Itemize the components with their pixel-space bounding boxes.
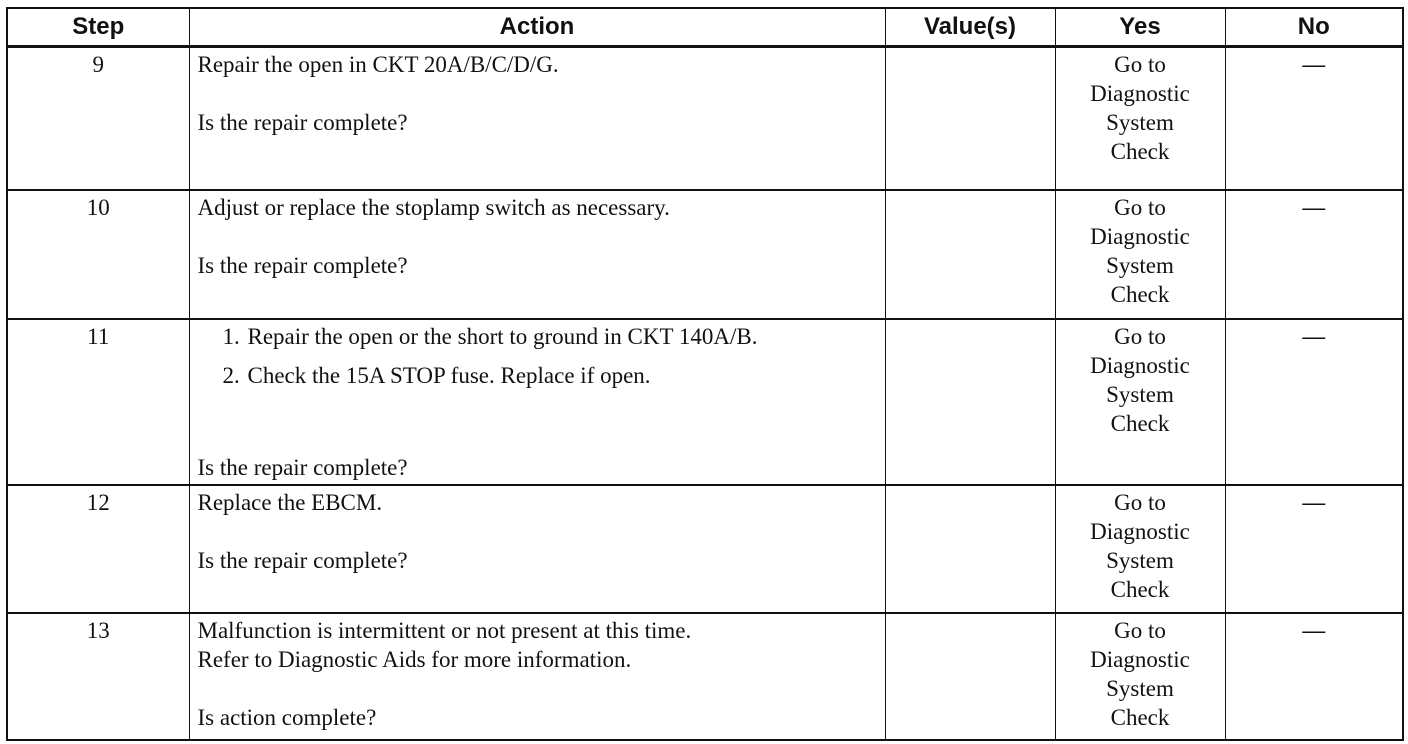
yes-text: Diagnostic — [1090, 519, 1190, 544]
action-text: Refer to Diagnostic Aids for more information. — [197, 647, 632, 672]
yes-text: System — [1106, 382, 1174, 407]
action-cell — [189, 190, 885, 319]
action-cell — [189, 319, 885, 485]
header-values: Value(s) — [885, 8, 1055, 47]
action-list-item: 2. Check the 15A STOP fuse. Replace if open. — [246, 361, 877, 390]
action-cell — [189, 485, 885, 613]
yes-text: System — [1106, 548, 1174, 573]
yes-cell — [1055, 613, 1225, 740]
yes-cell — [1055, 319, 1225, 485]
action-question: Is action complete? — [197, 705, 377, 730]
no-cell — [1225, 319, 1403, 485]
yes-text: Go to — [1114, 195, 1166, 220]
action-text: Replace the EBCM. — [197, 490, 383, 515]
yes-text: System — [1106, 676, 1174, 701]
table-row — [7, 613, 1403, 740]
header-no: No — [1225, 8, 1403, 47]
yes-text: Check — [1110, 282, 1170, 307]
table-row — [7, 485, 1403, 613]
step-number: 9 — [7, 47, 189, 191]
yes-cell — [1055, 485, 1225, 613]
value-cell — [885, 47, 1055, 191]
yes-text: System — [1106, 253, 1174, 278]
value-cell — [885, 485, 1055, 613]
step-number: 11 — [7, 319, 189, 485]
yes-text: Check — [1110, 411, 1170, 436]
no-cell — [1225, 47, 1403, 191]
yes-text: Diagnostic — [1090, 224, 1190, 249]
yes-text: Go to — [1114, 618, 1166, 643]
no-cell — [1225, 613, 1403, 740]
action-question: Is the repair complete? — [197, 253, 408, 278]
table-row — [7, 319, 1403, 485]
no-text: — — [1302, 323, 1326, 349]
action-cell — [189, 47, 885, 191]
no-text: — — [1302, 194, 1326, 220]
no-text: — — [1302, 617, 1326, 643]
action-question: Is the repair complete? — [197, 455, 408, 480]
action-list — [198, 322, 877, 390]
diagnostic-table-page — [6, 7, 1402, 741]
no-text: — — [1302, 51, 1326, 77]
no-text: — — [1302, 489, 1326, 515]
yes-text: Diagnostic — [1090, 81, 1190, 106]
value-cell — [885, 613, 1055, 740]
yes-text: Go to — [1114, 324, 1166, 349]
action-question: Is the repair complete? — [197, 548, 408, 573]
no-cell — [1225, 190, 1403, 319]
yes-text: Check — [1110, 577, 1170, 602]
action-text: Adjust or replace the stoplamp switch as necessary. — [197, 195, 670, 220]
yes-text: Diagnostic — [1090, 647, 1190, 672]
table-row — [7, 47, 1403, 191]
table-row — [7, 190, 1403, 319]
header-row — [7, 8, 1403, 47]
value-cell — [885, 190, 1055, 319]
yes-text: Go to — [1114, 490, 1166, 515]
yes-cell — [1055, 190, 1225, 319]
action-cell — [189, 613, 885, 740]
action-question: Is the repair complete? — [197, 110, 408, 135]
action-text: Repair the open in CKT 20A/B/C/D/G. — [197, 52, 559, 77]
action-list-item: 1. Repair the open or the short to ground in CKT 140A/B. — [246, 322, 877, 351]
step-number: 13 — [7, 613, 189, 740]
header-step: Step — [7, 8, 189, 47]
yes-text: Diagnostic — [1090, 353, 1190, 378]
yes-text: System — [1106, 110, 1174, 135]
step-number: 10 — [7, 190, 189, 319]
yes-cell — [1055, 47, 1225, 191]
value-cell — [885, 319, 1055, 485]
header-action: Action — [189, 8, 885, 47]
diagnostic-table — [6, 7, 1404, 741]
yes-text: Check — [1110, 705, 1170, 730]
action-text: Malfunction is intermittent or not present at this time. — [197, 618, 692, 643]
yes-text: Go to — [1114, 52, 1166, 77]
step-number: 12 — [7, 485, 189, 613]
header-yes: Yes — [1055, 8, 1225, 47]
yes-text: Check — [1110, 139, 1170, 164]
no-cell — [1225, 485, 1403, 613]
